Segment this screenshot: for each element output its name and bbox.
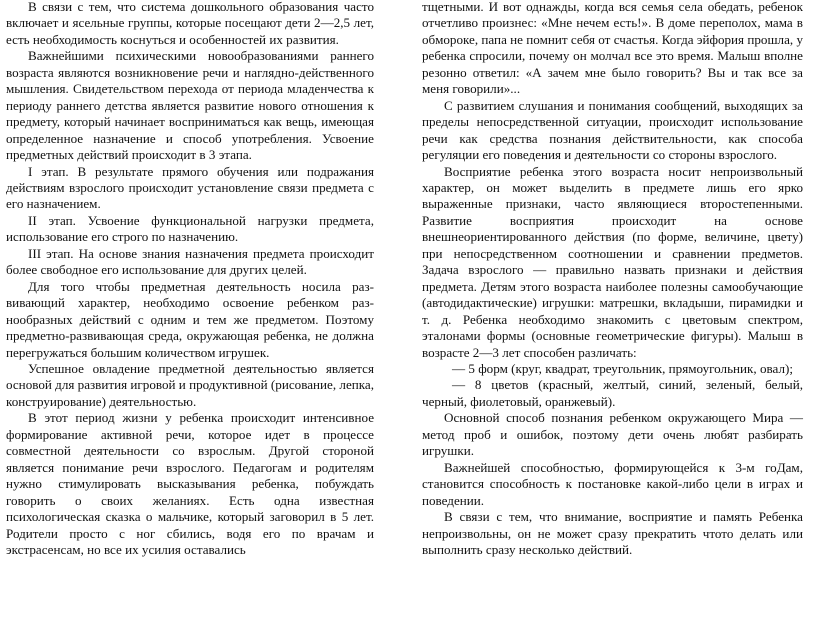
paragraph-attention: В связи с тем, что внимание, восприятие и память Ребенка непроизвольны, он не может сразу прекратить чтото делать или выполнить сразу несколько действий.: [422, 509, 803, 557]
left-column: [6, 0, 374, 558]
paragraph-preschool-groups: В связи с тем, что система дошкольного образования часто включает и ясельные группы, которые посещают дети 2—2,5 лет, есть необходимость коснуться и особенностей их развития.: [6, 0, 374, 47]
paragraph-stage-1: I этап. В результате прямого обучения или подражания действиям взрослого происходит установление связи предмета с его назначением.: [6, 163, 374, 212]
paragraph-goal-setting: Важнейшей способностью, формирующейся к 3-м гоДам, становится способность к постановке какой-либо цели в играх и поведении.: [422, 459, 803, 508]
list-item-forms: — 5 форм (круг, квадрат, треугольник, прямоугольник, овал);: [452, 360, 793, 376]
list-item-colors: — 8 цветов (красный, желтый, синий, зеленый, белый, черный, фиолетовый, оранжевый).: [422, 377, 803, 409]
paragraph-listening: С развитием слушания и понимания сообщений, выходящих за пределы непосредственной ситуации, происходит использование речи как средства познания действительности, как способа регуляции его поведения и деятельности со стороны взрослого.: [422, 97, 803, 163]
paragraph-neoformations: Важнейшими психическими новообразованиями раннего возраста являются возникновение речи и наглядно-действенного мышления. Свидетельством перехода от периода младенчества к периоду раннего детства является развитие нового отношения к предмету, который начинает восприниматься как вещь, имеющая определенное назначение и способ употребления. Усвоение предметных действий происходит в 3 этапа.: [6, 48, 374, 163]
paragraph-mastery: Успешное овладение предметной деятельностью является основой для развития игровой и продуктивной (рисование, лепка, конструирование) деятельностью.: [6, 360, 375, 409]
paragraph-trial-and-error: Основной способ познания ребенком окружающего Мира — метод проб и ошибок, поэтому дети очень любят разбирать игрушки.: [422, 410, 803, 459]
paragraph-developing-environment: Для того чтобы предметная деятельность носила развивающий характер, необходимо освоение ребенком разнообразных действий с одним и тем же предметом. Поэтому предметно-развивающая среда, окружающая ребенка, не должна перегружаться большим количеством игрушек.: [6, 278, 374, 360]
paragraph-stage-3: III этап. На основе знания назначения предмета происходит более свободное его использование для других целей.: [6, 245, 374, 278]
paragraph-stage-2: II этап. Усвоение функциональной нагрузки предмета, использование его строго по назначению.: [6, 212, 374, 245]
paragraph-perception: Восприятие ребенка этого возраста носит непроизвольный характер, он может выделить в предмете лишь его ярко выраженные признаки, часто являющиеся второстепенными. Развитие восприятия происходит на основе внешнеориентированного действия (по форме, величине, цвету) при непосредственном соотношении и сравнении предметов. Задача взрослого — правильно назвать признаки и действия предмета. Детям этого возраста наиболее полезны самообучающие (автодидактические) игрушки: матрешки, вкладыши, пирамидки и т. д. Ребенка необходимо знакомить с цветовым спектром, эталонами формы (основные геометрические фигуры). Малыш в возрасте 2—3 лет способен различать:: [422, 163, 803, 360]
paragraph-story-continuation: тщетными. И вот однажды, когда вся семья села обедать, ребенок отчетливо произнес: «Мне нечем есть!». В доме переполох, мама в обмороке, папа не помнит себя от счастья. Когда эйфория прошла, у ребенка спросили, почему он молчал все это время. Малыш вполне резонно ответил: «А зачем мне было говорить? Вы и так все за меня говорили»...: [422, 0, 803, 97]
right-column: [422, 0, 803, 558]
paragraph-active-speech: В этот период жизни у ребенка происходит интенсивное формирование активной речи, которое идет в процессе совместной деятельности со взрослым. Другой стороной является понимание речи взрослого. Педагогам и родителям нужно стимулировать высказывания ребенка, побуждать говорить о своих желаниях. Есть одна известная психологическая сказка о мальчике, который заговорил в 5 лет. Родители просто с ног сбились, водя его по врачам и экстрасенсам, но все их усилия оставались: [6, 410, 374, 557]
